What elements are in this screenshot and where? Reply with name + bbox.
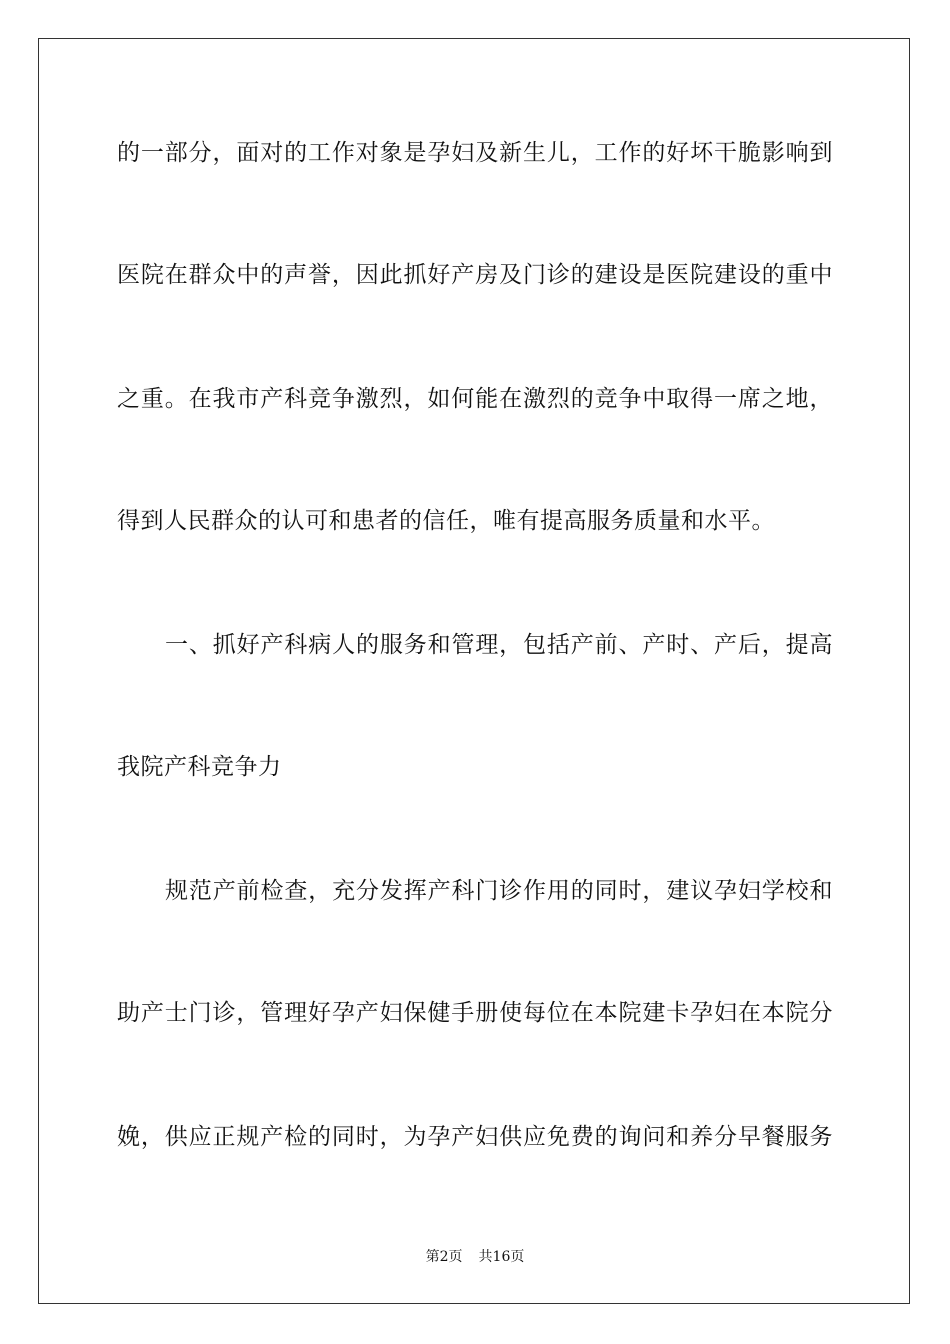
page-border [38, 38, 910, 1304]
section-heading-line: 我院产科竞争力 [117, 754, 282, 780]
paragraph-line: 得到人民群众的认可和患者的信任，唯有提高服务质量和水平。 [117, 508, 775, 534]
paragraph-line: 的一部分，面对的工作对象是孕妇及新生儿，工作的好坏干脆影响到 [117, 140, 833, 166]
paragraph-line: 之重。在我市产科竞争激烈，如何能在激烈的竞争中取得一席之地， [117, 386, 833, 412]
page-total: 共16页 [478, 1249, 525, 1265]
paragraph-line: 娩，供应正规产检的同时，为孕产妇供应免费的询问和养分早餐服务 [117, 1124, 833, 1150]
paragraph-line: 医院在群众中的声誉，因此抓好产房及门诊的建设是医院建设的重中 [117, 262, 833, 288]
page-number: 第2页 [425, 1249, 463, 1265]
section-heading-line: 一、抓好产科病人的服务和管理，包括产前、产时、产后，提高 [165, 632, 833, 658]
paragraph-line: 助产士门诊，管理好孕产妇保健手册使每位在本院建卡孕妇在本院分 [117, 1000, 833, 1026]
paragraph-line: 规范产前检查，充分发挥产科门诊作用的同时，建议孕妇学校和 [165, 878, 833, 904]
page-footer [0, 1248, 950, 1266]
